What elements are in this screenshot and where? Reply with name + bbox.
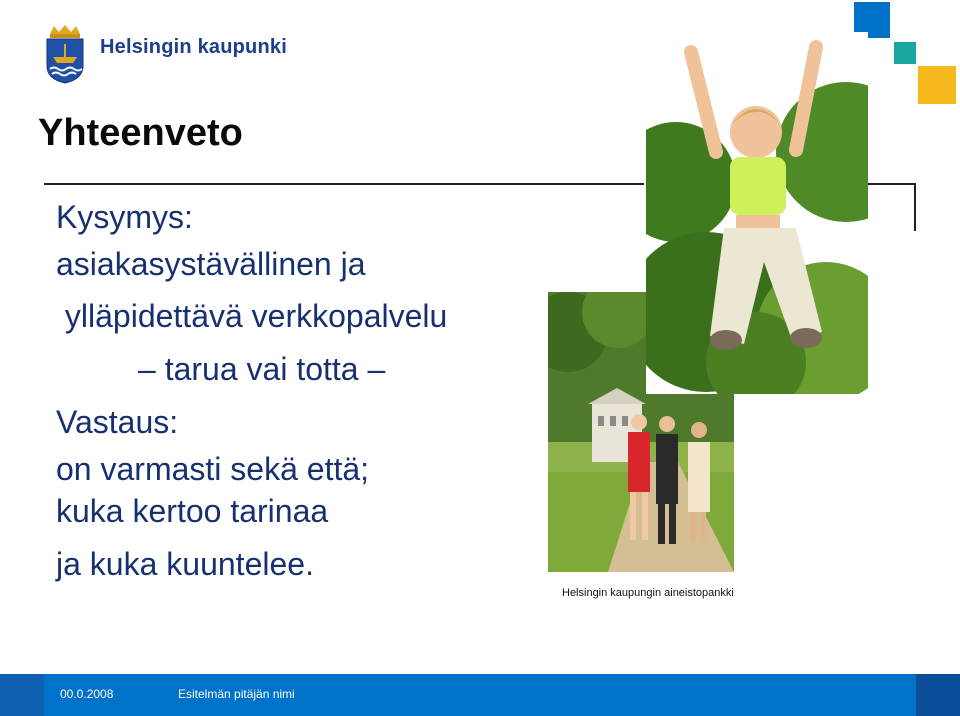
photo-jumping-child bbox=[646, 32, 868, 394]
decor-square-teal bbox=[894, 42, 916, 64]
org-name: Helsingin kaupunki bbox=[100, 36, 287, 58]
footer-left-tab bbox=[0, 674, 44, 716]
footer-bar bbox=[0, 674, 960, 716]
slide-title: Yhteenveto bbox=[38, 112, 243, 154]
decor-square-yellow bbox=[918, 66, 956, 104]
title-divider bbox=[44, 183, 644, 185]
coat-of-arms-icon bbox=[44, 24, 86, 84]
body-line: Kysymys: bbox=[56, 199, 193, 235]
title-divider-right bbox=[868, 183, 916, 185]
footer-date: 00.0.2008 bbox=[60, 687, 114, 701]
footer-presenter-name: Esitelmän pitäjän nimi bbox=[178, 687, 295, 701]
photo-caption: Helsingin kaupungin aineistopankki bbox=[562, 587, 734, 599]
body-line: asiakasystävällinen ja bbox=[56, 246, 366, 282]
footer-right-tab bbox=[916, 674, 960, 716]
body-line: – tarua vai totta – bbox=[138, 351, 386, 387]
body-line: Vastaus: bbox=[56, 404, 179, 440]
body-line: ja kuka kuuntelee. bbox=[56, 546, 314, 582]
title-divider-tick bbox=[914, 183, 916, 231]
body-line: kuka kertoo tarinaa bbox=[56, 493, 329, 529]
body-line: ylläpidettävä verkkopalvelu bbox=[56, 298, 448, 334]
body-line: on varmasti sekä että; bbox=[56, 451, 370, 487]
